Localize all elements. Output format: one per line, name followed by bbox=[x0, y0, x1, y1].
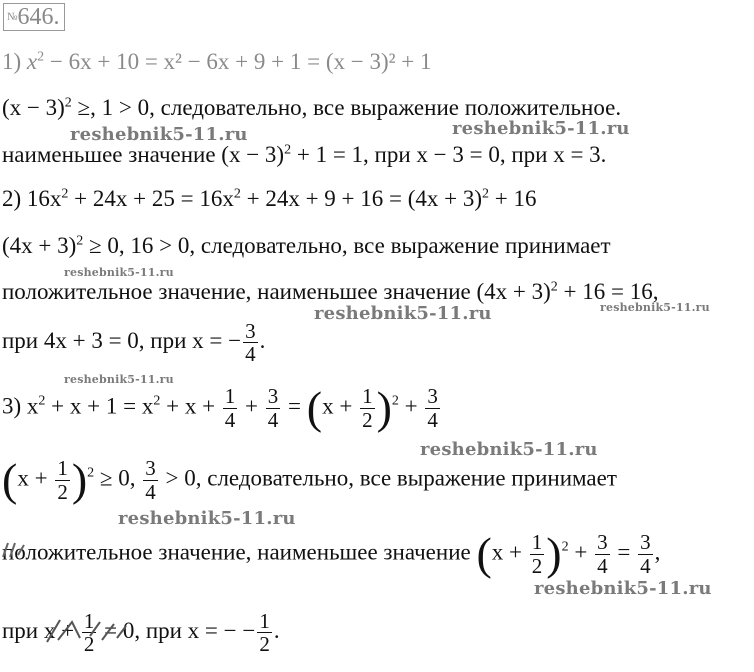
watermark: reshebnik5-11.ru bbox=[64, 373, 174, 386]
fraction bbox=[55, 457, 70, 502]
denominator: 4 bbox=[245, 342, 256, 367]
line-9: (x + $\frac{1}{2}$ )$^2$ ≥ 0, $\frac{3}{4}$ > 0, следовательно, все выражение принимает bbox=[2, 454, 617, 505]
problem-number-badge bbox=[3, 3, 65, 31]
numerator: 3 bbox=[427, 384, 438, 409]
text: (4x + 3) bbox=[2, 233, 77, 258]
line-6: положительное значение, наименьшее значение $(4x + 3)^2 + 16 = 16$, bbox=[2, 279, 659, 304]
watermark: reshebnik5-11.ru bbox=[118, 508, 296, 529]
watermark: reshebnik5-11.ru bbox=[600, 301, 710, 314]
line-1: 1) $x^2 - 6x + 10 = x^2 - 6x + 9 + 1 = (x - 3)^2 + 1$ bbox=[2, 49, 432, 74]
denominator: 4 bbox=[267, 407, 279, 432]
denominator: 4 bbox=[597, 553, 608, 578]
line-7 bbox=[2, 320, 265, 365]
numerator: 3 bbox=[145, 456, 156, 481]
text: > 0, следовательно, все выражение принимает bbox=[159, 465, 617, 491]
fraction bbox=[638, 531, 653, 576]
fraction bbox=[360, 385, 375, 430]
text: . bbox=[259, 327, 266, 353]
denominator: 2 bbox=[362, 407, 373, 432]
denominator: 2 bbox=[57, 479, 68, 504]
line-2: $(x - 3)^2$ ≥, 1 > 0, следовательно, все выражение положительное. bbox=[2, 95, 622, 120]
denominator: 2 bbox=[83, 632, 95, 657]
scribble-mark bbox=[0, 535, 40, 565]
line-4: 2) $16x^2 + 24x + 25 = 16x^2 + 24x + 9 + 16 = (4x + 3)^2 + 16$ bbox=[2, 186, 537, 211]
text: , bbox=[654, 539, 661, 565]
text: (x − 3) bbox=[2, 95, 65, 120]
numerator: 1 bbox=[362, 384, 373, 409]
numerator: 3 bbox=[245, 319, 256, 343]
denominator: 2 bbox=[531, 553, 543, 578]
text: при 4x + 3 = 0, при x = − bbox=[2, 327, 242, 353]
text: + 24x + 9 + 16 = (4x + 3) bbox=[240, 186, 483, 211]
fraction bbox=[530, 531, 545, 576]
numerator: 3 bbox=[267, 384, 279, 409]
text: + bbox=[239, 393, 264, 419]
text: = 0, при x = − − bbox=[98, 617, 256, 643]
text: + x + 1 = x bbox=[45, 393, 154, 419]
fraction bbox=[595, 531, 610, 576]
numerator: 3 bbox=[640, 530, 651, 555]
text: наименьшее значение (x − 3) bbox=[2, 142, 285, 167]
text: + bbox=[568, 539, 594, 565]
part-label-1: 1) bbox=[2, 49, 27, 74]
watermark: reshebnik5-11.ru bbox=[420, 439, 598, 460]
fraction bbox=[223, 385, 238, 430]
text: = bbox=[611, 539, 637, 565]
text: 2) 16x bbox=[2, 186, 62, 211]
denominator: 4 bbox=[427, 407, 438, 432]
text: 3) x bbox=[2, 393, 39, 419]
fraction bbox=[257, 610, 272, 655]
paren: ) bbox=[376, 382, 392, 433]
equation-1: − 6x + 10 = x² − 6x + 9 + 1 = (x − 3)² + 1 bbox=[44, 49, 432, 74]
line-8: 3) $x^2 + x + 1 = x^2 + x$ + $\frac{1}{4}$ + $\frac{3}{4}$ = (x + $\frac{1}{2}$ )$^2$ + $\frac{3}{4}$ bbox=[2, 382, 438, 433]
text: + 16 = 16, bbox=[557, 279, 659, 304]
paren: ) bbox=[71, 454, 88, 505]
numerator: 1 bbox=[224, 384, 236, 409]
text: + bbox=[398, 393, 424, 419]
paren: ) bbox=[546, 528, 562, 579]
text: = bbox=[282, 393, 307, 419]
numerator: 3 bbox=[597, 530, 608, 555]
problem-number: 646. bbox=[17, 4, 60, 30]
watermark: reshebnik5-11.ru bbox=[64, 266, 174, 279]
denominator: 2 bbox=[259, 632, 270, 657]
text: при x + bbox=[2, 617, 80, 643]
text: положительное значение, наименьшее значение (4x + 3) bbox=[2, 279, 551, 304]
line-3: наименьшее значение $(x - 3)^2 + 1 = 1$, при x − 3 = 0, при x = 3. bbox=[2, 142, 607, 167]
text: x + bbox=[322, 393, 359, 419]
text: + 24x + 25 = 16x bbox=[68, 186, 234, 211]
text: положительное значение, наименьшее значение bbox=[2, 539, 477, 565]
paren: ( bbox=[2, 454, 18, 505]
text: x + bbox=[17, 465, 54, 491]
fraction bbox=[425, 385, 440, 430]
text: ≥, 1 > 0, следовательно, все выражение положительное. bbox=[71, 95, 622, 120]
denominator: 4 bbox=[640, 553, 651, 578]
watermark: reshebnik5-11.ru bbox=[452, 118, 630, 139]
denominator: 4 bbox=[224, 407, 236, 432]
text: ≥ 0, 16 > 0, следовательно, все выражение принимает bbox=[83, 233, 611, 258]
paren: ( bbox=[476, 528, 492, 579]
denominator: 4 bbox=[145, 479, 156, 504]
fraction bbox=[243, 320, 258, 365]
numerator: 1 bbox=[83, 609, 95, 633]
number-sign: № bbox=[7, 11, 18, 23]
scribble-mark bbox=[42, 609, 132, 652]
text: + 16 bbox=[489, 186, 537, 211]
text: . bbox=[273, 617, 280, 643]
numerator: 1 bbox=[259, 609, 270, 633]
text: + 1 = 1, при x − 3 = 0, при x = 3. bbox=[291, 142, 607, 167]
watermark: reshebnik5-11.ru bbox=[534, 578, 712, 599]
numerator: 1 bbox=[57, 456, 68, 481]
fraction bbox=[143, 457, 158, 502]
paren: ( bbox=[306, 382, 323, 433]
fraction bbox=[266, 385, 281, 430]
watermark: reshebnik5-11.ru bbox=[70, 124, 248, 145]
line-5: $(4x + 3)^2 \ge 0$, 16 > 0, следовательно, все выражение принимает bbox=[2, 233, 611, 258]
line-10: положительное значение, наименьшее значение (x + $\frac{1}{2}$ )$^2$ + $\frac{3}{4}$ = $\frac{3}{4}$ , bbox=[2, 528, 661, 579]
text: + x + bbox=[160, 393, 221, 419]
numerator: 1 bbox=[531, 530, 543, 555]
text: ≥ 0, bbox=[94, 465, 142, 491]
watermark: reshebnik5-11.ru bbox=[314, 303, 492, 324]
text: x + bbox=[491, 539, 528, 565]
